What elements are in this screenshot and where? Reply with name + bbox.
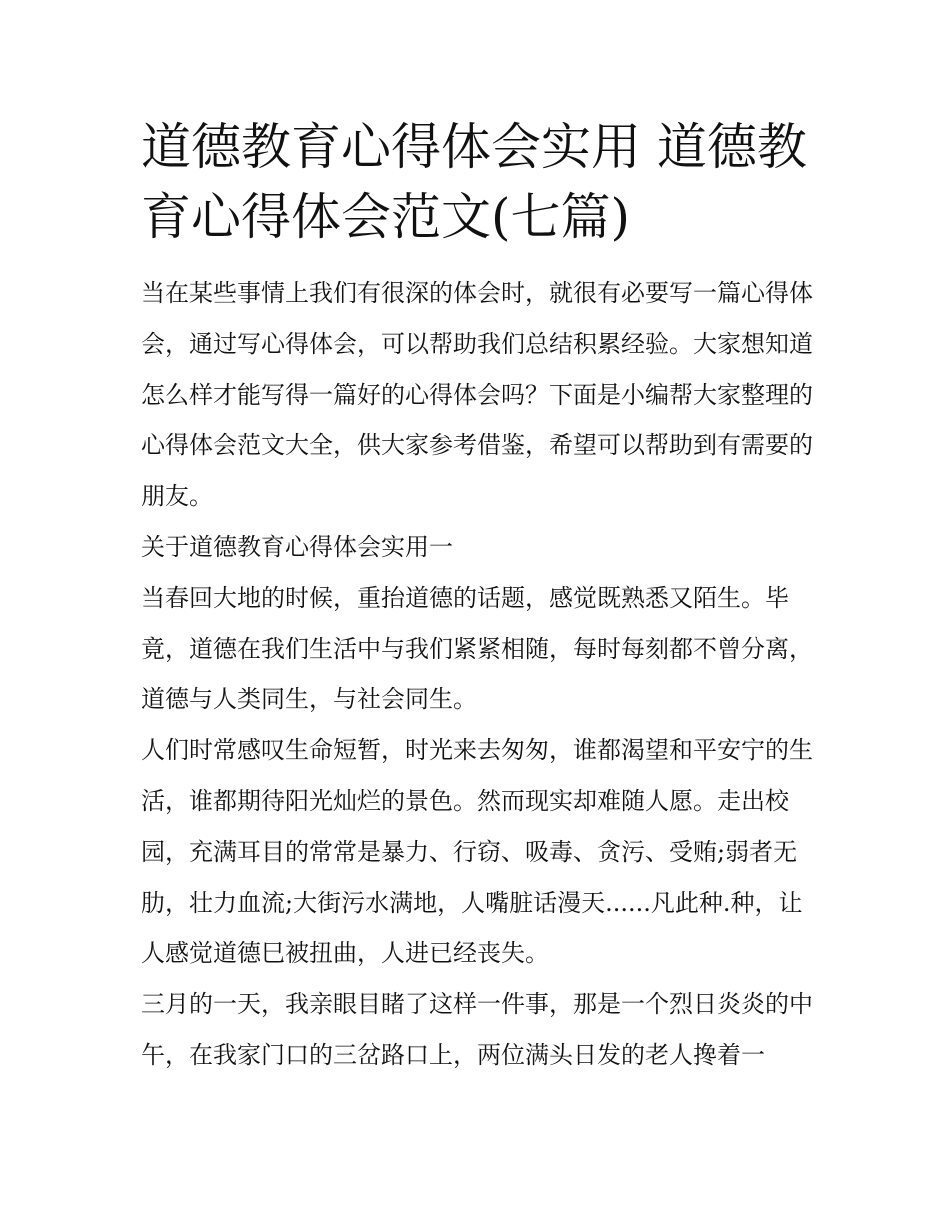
paragraph: 人们时常感叹生命短暂，时光来去匆匆，谁都渴望和平安宁的生活，谁都期待阳光灿烂的景色。然而现实却难随人愿。走出校园，充满耳目的常常是暴力、行窃、吸毒、贪污、受贿;弱者无肋，壮力血流;大街污水满地，人嘴脏话漫天......凡此种.种，让人感觉道德巳被扭曲，人进已经丧失。: [141, 736, 813, 968]
document-body: [141, 268, 813, 1081]
paragraph: 当春回大地的时候，重抬道德的话题，感觉既熟悉又陌生。毕竟，道德在我们生活中与我们紧紧相随，每时每刻都不曾分离，道德与人类同生，与社会同生。: [141, 583, 813, 714]
section-heading: 关于道德教育心得体会实用一: [141, 532, 453, 561]
document-page: [141, 112, 813, 1081]
paragraph-intro: 当在某些事情上我们有很深的体会时，就很有必要写一篇心得体会，通过写心得体会，可以帮助我们总结积累经验。大家想知道怎么样才能写得一篇好的心得体会吗？下面是小编帮大家整理的心得体会范文大全，供大家参考借鉴，希望可以帮助到有需要的朋友。: [141, 279, 813, 511]
paragraph: 三月的一天，我亲眼目睹了这样一件事，那是一个烈日炎炎的中午，在我家门口的三岔路口上，两位满头日发的老人搀着一: [141, 990, 813, 1069]
document-title: 道德教育心得体会实用 道德教育心得体会范文(七篇): [141, 118, 807, 246]
